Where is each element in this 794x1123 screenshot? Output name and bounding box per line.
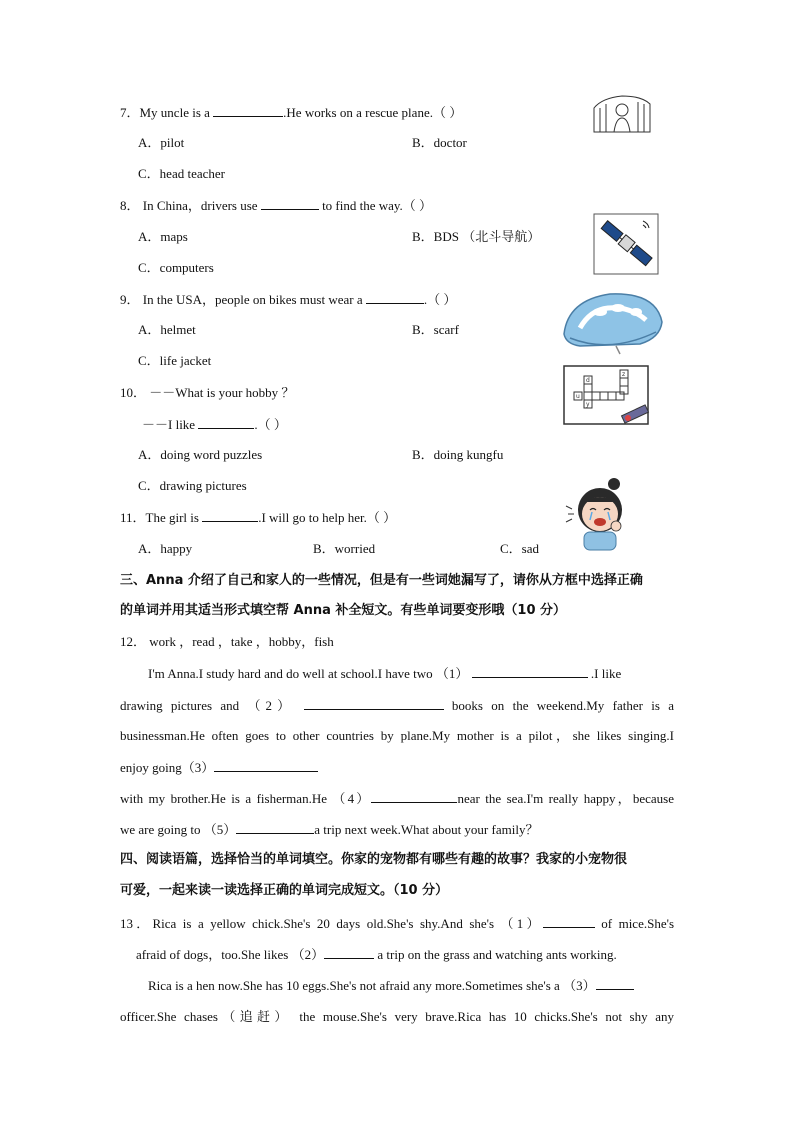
crying-girl-picture bbox=[562, 476, 640, 552]
q10-option-a[interactable]: A．doing word puzzles bbox=[138, 447, 263, 462]
q9-option-a[interactable]: A．helmet bbox=[138, 322, 196, 337]
q8-text-pre: 8． In China，drivers use bbox=[120, 198, 261, 213]
q7-text-post: .He works on a rescue plane.（ ） bbox=[283, 105, 463, 120]
bike-helmet-picture bbox=[560, 288, 666, 356]
q13-blank-3[interactable] bbox=[596, 976, 634, 990]
q11-text-post: .I will go to help her.（ ） bbox=[258, 510, 397, 525]
q7-option-b[interactable]: B．doctor bbox=[412, 135, 467, 150]
section-3-heading-line-1: 三、Anna 介绍了自己和家人的一些情况，但是有一些词她漏写了，请你从方框中选择正确 bbox=[120, 573, 643, 588]
q12-blank-5[interactable] bbox=[236, 820, 314, 834]
q12-passage-line-4 bbox=[120, 758, 318, 777]
q11-answer-blank[interactable] bbox=[202, 508, 258, 522]
q8-answer-blank[interactable] bbox=[261, 196, 319, 210]
q12-line-1-text-b: .I like bbox=[590, 666, 622, 681]
q11-text-pre: 11．The girl is bbox=[120, 510, 203, 525]
question-10-line-2 bbox=[142, 415, 287, 434]
q12-blank-3[interactable] bbox=[214, 758, 318, 772]
q13-blank-1[interactable] bbox=[543, 914, 595, 928]
svg-text:z: z bbox=[622, 371, 626, 378]
q12-passage-line-6 bbox=[120, 820, 538, 839]
q10-text-pre: －－I like bbox=[142, 417, 199, 432]
q8-option-b[interactable]: B．BDS （北斗导航） bbox=[412, 229, 541, 244]
q13-line-1-text-a: 13．Rica is a yellow chick.She's 20 days old.She's shy.And she's （1） bbox=[120, 916, 543, 931]
q12-passage-line-5 bbox=[120, 789, 674, 808]
q12-line-6-text-b: a trip next week.What about your family？ bbox=[314, 822, 539, 837]
q13-blank-2[interactable] bbox=[324, 945, 374, 959]
q13-line-2-text-b: a trip on the grass and watching ants working. bbox=[377, 947, 617, 962]
q8-option-a[interactable]: A．maps bbox=[138, 229, 188, 244]
q11-option-b[interactable]: B．worried bbox=[313, 541, 376, 556]
q12-line-6-text-a: we are going to （5） bbox=[120, 822, 237, 837]
q7-answer-blank[interactable] bbox=[213, 103, 283, 117]
q7-text-pre: 7．My uncle is a bbox=[120, 105, 214, 120]
section-4-heading-line-1: 四、阅读语篇，选择恰当的单词填空。你家的宠物都有哪些有趣的故事？我家的小宠物很 bbox=[120, 852, 628, 867]
q12-line-5-text-b: near the sea.I'm really happy，because bbox=[457, 791, 674, 806]
pilot-cockpit-picture bbox=[592, 94, 652, 136]
q13-passage-line-2 bbox=[136, 945, 617, 964]
q9-text-pre: 9． In the USA，people on bikes must wear a bbox=[120, 292, 366, 307]
svg-text:y: y bbox=[586, 401, 590, 408]
q9-option-c[interactable]: C．life jacket bbox=[138, 353, 212, 368]
q12-line-2-text-a: drawing pictures and （2） bbox=[120, 698, 296, 713]
q12-passage-line-2 bbox=[120, 696, 674, 715]
q12-passage-line-1 bbox=[148, 664, 621, 683]
q12-line-4-text: enjoy going（3） bbox=[120, 760, 215, 775]
q12-line-5-text-a: with my brother.He is a fisherman.He （4） bbox=[120, 791, 372, 806]
question-10-line-1: 10． －－What is your hobby ？ bbox=[120, 385, 295, 400]
q10-answer-blank[interactable] bbox=[198, 415, 254, 429]
q13-passage-line-3 bbox=[148, 976, 634, 995]
q7-option-c[interactable]: C．head teacher bbox=[138, 166, 225, 181]
q10-option-c[interactable]: C．drawing pictures bbox=[138, 478, 247, 493]
q9-option-b[interactable]: B．scarf bbox=[412, 322, 459, 337]
q12-passage-line-3: businessman.He often goes to other countries by plane.My mother is a pilot，she likes singing.I bbox=[120, 728, 674, 743]
q13-line-2-text-a: afraid of dogs，too.She likes （2） bbox=[136, 947, 325, 962]
section-4-heading-line-2: 可爱，一起来读一读选择正确的单词完成短文。（10 分） bbox=[120, 883, 449, 898]
satellite-picture bbox=[593, 213, 659, 275]
q12-line-2-text-b: books on the weekend.My father is a bbox=[451, 698, 675, 713]
question-11 bbox=[120, 508, 396, 527]
q9-text-post: .（ ） bbox=[423, 292, 457, 307]
q13-passage-line-4: officer.She chases（追赶） the mouse.She's very brave.Rica has 10 chicks.She's not shy any bbox=[120, 1009, 674, 1024]
q13-line-3-text-a: Rica is a hen now.She has 10 eggs.She's not afraid any more.Sometimes she's a （3） bbox=[148, 978, 596, 993]
q12-word-box: 12． work ，read ，take ，hobby，fish bbox=[120, 634, 334, 649]
q13-line-1-text-b: of mice.She's bbox=[601, 916, 675, 931]
q9-answer-blank[interactable] bbox=[366, 290, 424, 304]
q8-text-post: to find the way.（ ） bbox=[318, 198, 433, 213]
word-puzzle-picture bbox=[562, 364, 654, 428]
question-9 bbox=[120, 290, 456, 309]
q12-blank-4[interactable] bbox=[371, 789, 457, 803]
q13-passage-line-1 bbox=[120, 914, 674, 933]
q8-option-c[interactable]: C．computers bbox=[138, 260, 214, 275]
question-7 bbox=[120, 103, 462, 122]
svg-text:u: u bbox=[576, 393, 580, 400]
q10-option-b[interactable]: B．doing kungfu bbox=[412, 447, 504, 462]
question-8 bbox=[120, 196, 432, 215]
svg-text:d: d bbox=[586, 377, 590, 384]
section-3-heading-line-2: 的单词并用其适当形式填空帮 Anna 补全短文。有些单词要变形哦（10 分） bbox=[120, 603, 567, 618]
q12-blank-2[interactable] bbox=[304, 696, 444, 710]
q10-text-post: .（ ） bbox=[254, 417, 287, 432]
q7-option-a[interactable]: A．pilot bbox=[138, 135, 185, 150]
q12-blank-1[interactable] bbox=[472, 664, 588, 678]
q12-line-1-text-a: I'm Anna.I study hard and do well at school.I have two （1） bbox=[148, 666, 469, 681]
q11-option-c[interactable]: C．sad bbox=[500, 541, 540, 556]
q11-option-a[interactable]: A．happy bbox=[138, 541, 193, 556]
